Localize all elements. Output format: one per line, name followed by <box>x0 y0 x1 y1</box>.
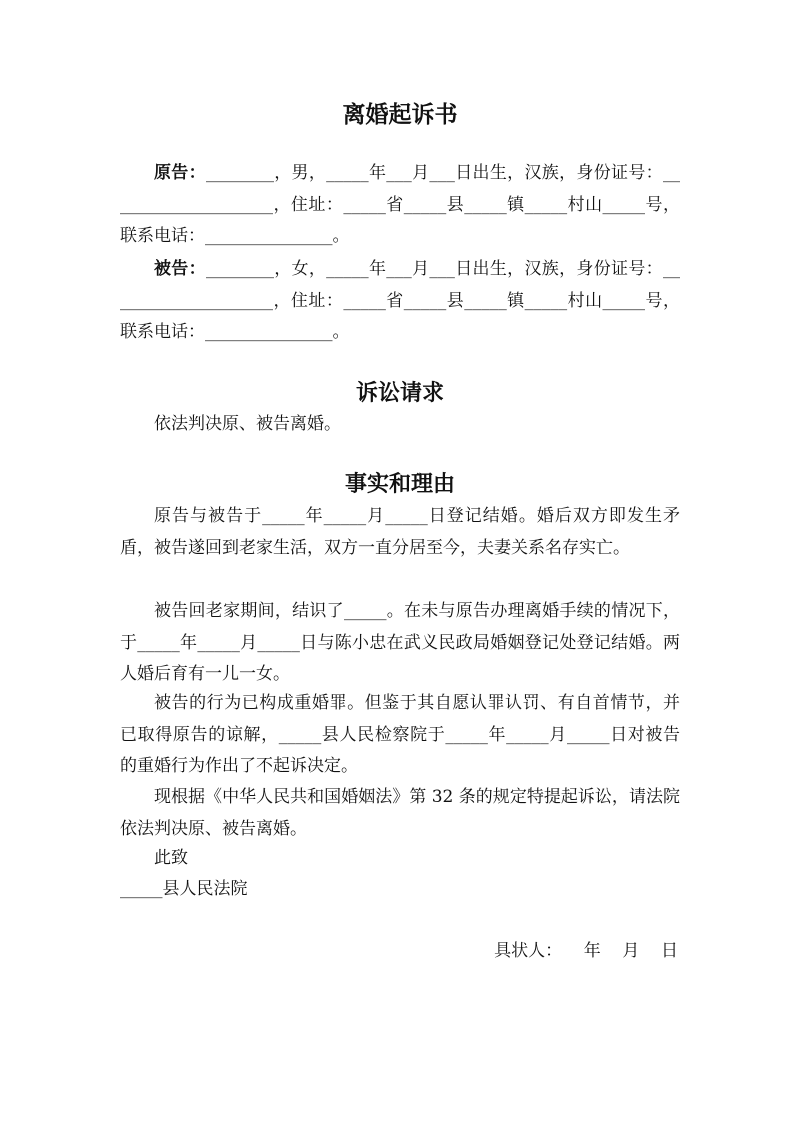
defendant-label: 被告： <box>154 259 206 279</box>
facts-paragraph-1: 原告与被告于_____年_____月_____日登记结婚。婚后双方即发生矛盾，被告遂回到老家生活，双方一直分居至今，夫妻关系名存实亡。 <box>120 506 680 558</box>
signature-line <box>120 936 680 968</box>
plaintiff-label: 原告： <box>154 163 206 183</box>
facts-paragraph-2: 被告回老家期间，结识了_____。在未与原告办理离婚手续的情况下，于_____年_____月_____日与陈小忠在武义民政局婚姻登记处登记结婚。两人婚后育有一儿一女。 <box>120 601 680 684</box>
defendant-info <box>120 254 680 349</box>
claims-heading: 诉讼请求 <box>355 380 444 406</box>
facts-paragraph-4: 现根据《中华人民共和国婚姻法》第 32 条的规定特提起诉讼，请法院依法判决原、被告离婚。 <box>120 787 680 839</box>
facts-paragraph-3: 被告的行为已构成重婚罪。但鉴于其自愿认罪认罚、有自首情节，并已取得原告的谅解，_____县人民检察院于_____年_____月_____日对被告的重婚行为作出了不起诉决定。 <box>120 693 680 776</box>
signature-text: 具状人： 年 月 日 <box>494 941 678 961</box>
document-title: 离婚起诉书 <box>342 101 458 128</box>
facts-heading: 事实和理由 <box>344 471 455 497</box>
closing-court: _____县人民法院 <box>120 879 248 899</box>
closing-greeting: 此致 <box>154 848 188 868</box>
claims-text: 依法判决原、被告离婚。 <box>154 414 341 434</box>
plaintiff-info <box>120 158 680 253</box>
plaintiff-text: ________，男，_____年___月___日出生，汉族，身份证号：____________________，住址：_____省_____县_____镇_____村山_____号，联系电话：_______________。 <box>120 163 680 246</box>
defendant-text: ________，女，_____年___月___日出生，汉族，身份证号：____________________，住址：_____省_____县_____镇_____村山_____号，联系电话：_______________。 <box>120 259 680 342</box>
